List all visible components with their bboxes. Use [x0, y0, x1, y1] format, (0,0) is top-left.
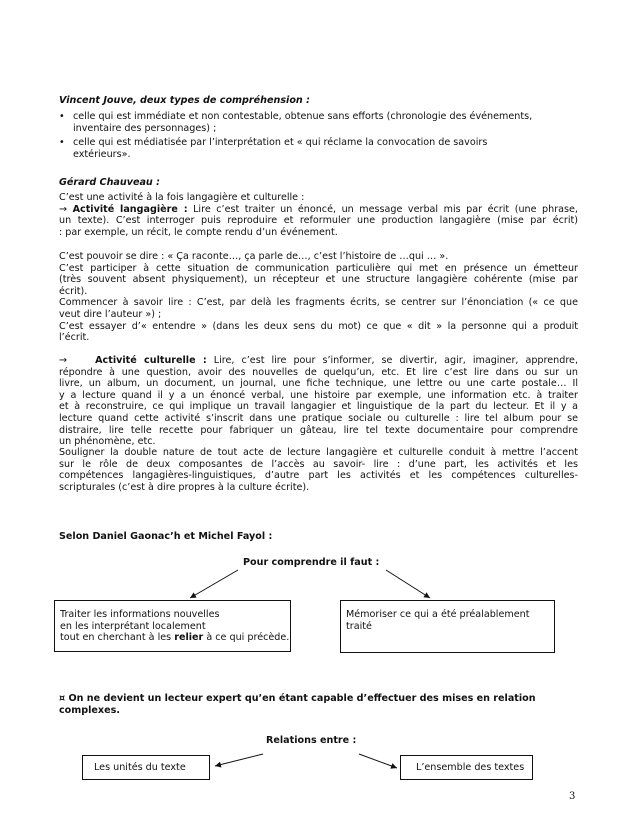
- arrow-right-icon: [386, 570, 430, 598]
- arrow-left-icon: [190, 570, 238, 598]
- term-activite-langagiere: Activité langagière :: [72, 203, 188, 215]
- paragraph-line: écrit).: [59, 285, 88, 297]
- paragraph-line: distraire, lire telle recette pour fabriquer un gâteau, lire tel texte documentaire pour comprendre: [59, 424, 578, 436]
- expert-text: On ne devient un lecteur expert qu’en étant capable d’effectuer des mises en relation: [65, 693, 536, 704]
- box-line: Mémoriser ce qui a été préalablement: [346, 609, 530, 620]
- arrow-icon: →: [59, 355, 68, 366]
- paragraph-line: scripturales (c’est à dire propres à la culture écrite).: [59, 481, 310, 493]
- paragraph-line: : par exemple, un récit, le compte rendu d’un événement.: [59, 226, 338, 238]
- box-line: [60, 632, 290, 644]
- box-text: tout en cherchant à les: [60, 632, 175, 644]
- paragraph-line: Souligner la double nature de tout acte de lecture langagière et culturelle conduit à mettre l’accent: [59, 447, 578, 458]
- paragraph-line: compétences langagières-linguistiques, d’autre part les activités et les compétences culturelles-: [59, 470, 578, 482]
- box-text: Les unités du texte: [94, 762, 186, 773]
- expert-statement: [59, 693, 579, 716]
- paragraph-line: et à reconstruire, ce qui implique un travail langagier et linguistique de la part du lecteur. Et il y a: [59, 401, 578, 413]
- jouve-heading: Vincent Jouve, deux types de compréhension :: [59, 95, 310, 106]
- box-traiter-informations: [54, 600, 291, 652]
- box-text: L’ensemble des textes: [416, 762, 525, 773]
- paragraph-line: C’est pouvoir se dire : « Ça raconte…, ça parle de…, c’est l’histoire de …qui … ».: [59, 251, 449, 262]
- box-line: Traiter les informations nouvelles: [60, 609, 220, 620]
- jouve-bullet-1-line-1: celle qui est immédiate et non contestable, obtenue sans efforts (chronologie des événements,: [73, 111, 533, 122]
- relations-label: Relations entre :: [266, 735, 357, 746]
- paragraph-line: lecture quand cette activité s’inscrit dans une pratique sociale ou culturelle : lire tel album pour se: [59, 412, 578, 424]
- paragraph-line: C’est essayer d’« entendre » (dans les deux sens du mot) ce que « dit » la personne qui a produit: [59, 320, 578, 332]
- jouve-bullet-2-line-2: extérieurs».: [73, 149, 131, 160]
- paragraph-line: veut dire l’auteur ») ;: [59, 308, 162, 320]
- jouve-bullet-1-line-2: inventaire des personnages) ;: [73, 123, 217, 134]
- jouve-bullet-2-line-1: celle qui est médiatisée par l’interprétation et « qui réclame la convocation de savoirs: [73, 137, 488, 148]
- paragraph-line: y a lecture quand il y a un énoncé verbal, une histoire par exemple, une information etc. à traiter: [59, 389, 578, 401]
- paragraph-text: Lire c’est traiter un énoncé, un message verbal mis par écrit (une phrase,: [187, 203, 578, 215]
- paragraph-text: Lire, c’est lire pour s’informer, se divertir, agir, imaginer, apprendre,: [206, 355, 579, 366]
- paragraph-line: C’est une activité à la fois langagière et culturelle :: [59, 192, 305, 203]
- chauveau-heading: Gérard Chauveau :: [59, 177, 160, 188]
- box-unites-texte: [82, 755, 210, 780]
- box-ensemble-textes: [400, 755, 533, 780]
- gaonach-heading: Selon Daniel Gaonac’h et Michel Fayol :: [59, 531, 273, 542]
- expert-line: complexes.: [59, 704, 120, 716]
- box-line: en les interprétant localement: [60, 620, 206, 632]
- paragraph-line: répondre à une question, avoir des nouvelles de quelqu’un, etc. Et lire c’est lire dans ou sur un: [59, 366, 578, 378]
- paragraph-line: livre, un album, un document, un journal, une fiche technique, une lettre ou une carte postale… Il: [59, 378, 578, 390]
- box-memoriser: [340, 600, 555, 653]
- bullet-icon: •: [59, 111, 65, 122]
- paragraph-line: un texte). C’est interroger puis reproduire et reformuler une production langagière (mise par écrit): [59, 215, 578, 227]
- arrow-left-icon: [215, 754, 263, 766]
- term-activite-culturelle: Activité culturelle :: [95, 355, 207, 366]
- box-text-bold: relier: [174, 632, 204, 644]
- box-line: traité: [346, 620, 372, 632]
- square-bullet-icon: ¤: [59, 693, 66, 704]
- arrow-icon: →: [59, 203, 68, 215]
- diagram-center-label: Pour comprendre il faut :: [243, 557, 380, 568]
- expert-line: [59, 693, 579, 705]
- paragraph-line: sur le rôle de deux composantes de l’accès au savoir- lire : d’une part, les activités et les: [59, 458, 578, 470]
- paragraph-line: l’écrit.: [59, 332, 90, 344]
- page-number: 3: [569, 791, 576, 802]
- paragraph-line: C’est participer à cette situation de communication particulière qui met en présence un émetteur: [59, 262, 578, 274]
- paragraph-line: Commencer à savoir lire : C’est, par delà les fragments écrits, se centrer sur l’énonciation (« ce que: [59, 297, 578, 309]
- paragraph-line: un phénomène, etc.: [59, 436, 156, 448]
- box-text: à ce qui précède.: [203, 632, 290, 644]
- arrow-right-icon: [359, 754, 397, 768]
- paragraph-line: (très souvent absent physiquement), un récepteur et une structure langagière cohérente (mise par: [59, 274, 578, 286]
- bullet-icon: •: [59, 137, 65, 148]
